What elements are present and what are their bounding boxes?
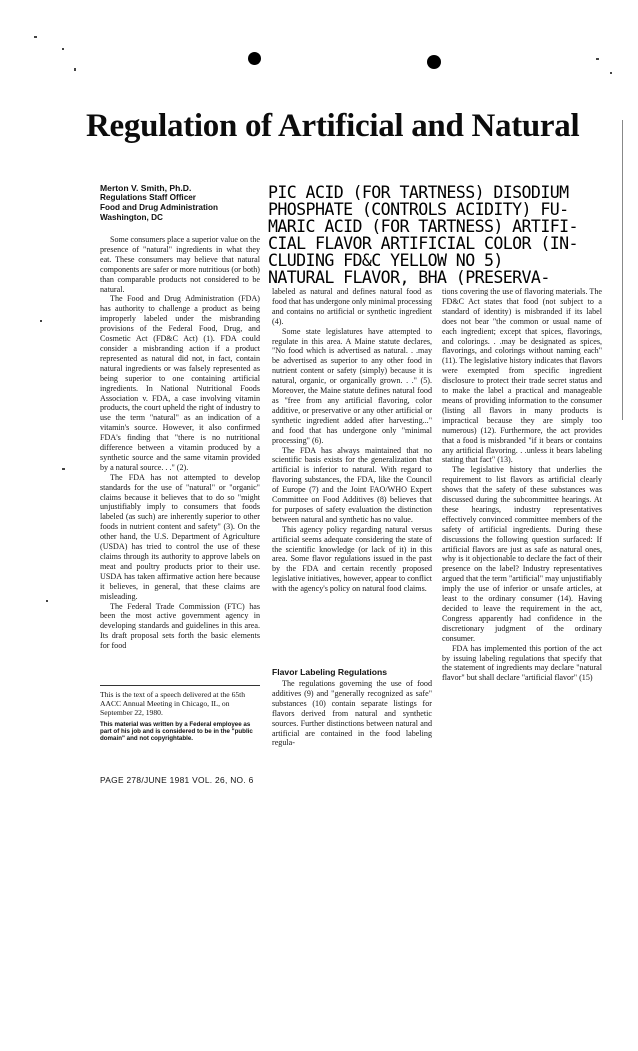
scan-speck xyxy=(610,72,612,74)
paragraph: This agency policy regarding natural versus artificial seems adequate considering the state of the scientific knowledge (or lack of it) in this area. Some flavor regulations issued in the past by the FDA and certain recently proposed legislative initiatives, however, appear to conflict with the agency's policy on natural food claims. xyxy=(272,524,432,594)
scan-speck xyxy=(34,36,37,38)
author-position: Regulations Staff Officer xyxy=(100,193,196,202)
paragraph: tions covering the use of flavoring materials. The FD&C Act states that food (not subject to a standard of identity) is misbranded if its label does not bear "the common or usual name of each ingredient; except that spices, flavorings, and colorings. . .may be designated as spices, flavorings, and colorings without naming each" (11). The legislative history indicates that flavors were exempted from specific ingredient disclosure to protect their trade secret status and to make the label a practical and manageable means of providing information to the consumer (listing all flavors in many products is impractical because they are simply too numerous) (12). Furthermore, the act provides that a food is misbranded "if it bears or contains any artificial flavoring. . .unless it bears labeling stating that fact" (13). xyxy=(442,287,602,465)
author-block xyxy=(100,183,260,223)
paragraph: Some consumers place a superior value on the presence of "natural" ingredients in what they eat. These consumers may believe that natural components are safer or more nutritious (or both) than comparable products not considered to be natural. xyxy=(100,235,260,294)
scan-speck xyxy=(596,58,599,60)
text-column-3 xyxy=(442,287,602,777)
text-column-2 xyxy=(272,287,432,666)
scan-speck xyxy=(40,320,42,322)
banner-line: NATURAL FLAVOR, BHA (PRESERVA- xyxy=(268,268,550,286)
author-name: Merton V. Smith, Ph.D. xyxy=(100,183,192,193)
scan-speck xyxy=(62,48,64,50)
banner-line: MARIC ACID (FOR TARTNESS) ARTIFI- xyxy=(268,217,578,236)
author-agency: Food and Drug Administration xyxy=(100,203,218,212)
article-title: Regulation of Artificial and Natural xyxy=(86,108,580,144)
paragraph: The FDA has always maintained that no scientific basis exists for the generalization that artificial is inferior to natural. With regard to flavoring substances, the FDA, like the Council of Europe (7) and the Joint FAO/WHO Expert Committee on Food Additives (8) believes that for purposes of safety evaluation the distinction between natural and synthetic has no value. xyxy=(272,445,432,524)
scan-speck xyxy=(622,120,623,420)
text-column-2-continued xyxy=(272,679,432,777)
section-heading: Flavor Labeling Regulations xyxy=(272,667,388,677)
punch-hole-left xyxy=(248,52,261,65)
scan-speck xyxy=(46,600,48,602)
footnote-text: This is the text of a speech delivered at the 65th AACC Annual Meeting in Chicago, IL, on September 22, 1980. xyxy=(100,690,246,717)
footnote-rule xyxy=(100,685,260,686)
text-column-1 xyxy=(100,235,260,683)
paragraph: The regulations governing the use of food additives (9) and "generally recognized as safe" substances (10) contain separate listings for flavors derived from natural and synthetic sources. Further distinctions between natural and artificial are contained in the food labeling regula- xyxy=(272,679,432,748)
paragraph: The FDA has not attempted to develop standards for the use of "natural" or "organic" claims because it believes that to do so "might unjustifiably imply to consumers that foods labeled (as such) are inherently superior to other foods in nutrient content and safety" (3). On the other hand, the U.S. Department of Agriculture (USDA) has tried to control the use of these claims through its authority to approve labels on meat and poultry products prior to their use. USDA has taken affirmative action here because it believes, in general, that these claims are misleading. xyxy=(100,472,260,601)
banner-line: CIAL FLAVOR ARTIFICIAL COLOR (IN- xyxy=(268,234,578,253)
punch-hole-right xyxy=(427,55,441,69)
paragraph: Some state legislatures have attempted to regulate in this area. A Maine statute declares, "No food which is advertised as natural. . .may be advertised as superior to any other food in nutrient content or safety (simply) because it is natural, organic, or organically grown. . ." (5). Moreover, the Maine statute defines natural food as "free from any artificial flavoring, color additive, or preservative or any other artificial or synthetic ingredient added after harvesting..." and food that has undergone only "minimal processing" (6). xyxy=(272,326,432,445)
footnote-fine-print: This material was written by a Federal employee as part of his job and is considered to be in the "public domain" and not copyrightable. xyxy=(100,721,253,743)
paragraph: The Federal Trade Commission (FTC) has been the most active government agency in developing standards and guidelines in this area. Its draft proposal sets forth the basic elements for food xyxy=(100,601,260,651)
page-folio: PAGE 278/JUNE 1981 VOL. 26, NO. 6 xyxy=(100,775,254,785)
footnote xyxy=(100,690,260,743)
banner-line: PIC ACID (FOR TARTNESS) DISODIUM xyxy=(268,184,569,202)
ingredient-label-photo xyxy=(268,184,614,286)
paragraph: FDA has implemented this portion of the act by issuing labeling regulations that specify that the statement of ingredients may declare "natural flavor" but shall declare "artificial flavor" (15) xyxy=(442,643,602,683)
author-location: Washington, DC xyxy=(100,213,163,222)
paragraph: The Food and Drug Administration (FDA) has authority to challenge a product as being improperly labeled under the misbranding provisions of the Federal Food, Drug, and Cosmetic Act (FD&C Act) (1). FDA could consider a misbranding action if a product represented as natural did not, in fact, contain natural ingredients or was falsely represented as being superior to one containing artificial ingredients. In National Nutritional Foods Association v. FDA, a case involving vitamin products, the court upheld the right of industry to use the term "natural" as an indication of a vitamin's source. However, it also confirmed FDA's finding that "there is no nutritional difference between a vitamin produced by a synthetic source and the same vitamin provided by a natural source. . ." (2). xyxy=(100,294,260,472)
scan-speck xyxy=(74,68,76,71)
scan-speck xyxy=(62,468,65,470)
banner-line: PHOSPHATE (CONTROLS ACIDITY) FU- xyxy=(268,200,569,219)
paragraph: The legislative history that underlies the requirement to list flavors as artificial clearly shows that the safety of these substances was discussed during the subcommittee hearings. At these hearings, industry representatives effectively convinced committee members of the safety of artificial ingredients. During these discussions the following question surfaced: If artificial flavors are just as safe as natural ones, why is it objectionable to declare the fact of their presence on the label? Industry representatives argued that the term "artificial" may unjustifiably imply the use of inferior or unsafe articles, at least to the ordinary consumer (14). Having decided to leave the requirement in the act, Congress apparently had confidence in the discretionary judgment of the ordinary consumer. xyxy=(442,465,602,643)
banner-line: CLUDING FD&C YELLOW NO 5) xyxy=(268,251,503,270)
paragraph: labeled as natural and defines natural food as food that has undergone only minimal processing and contains no artificial or synthetic ingredient (4). xyxy=(272,287,432,326)
